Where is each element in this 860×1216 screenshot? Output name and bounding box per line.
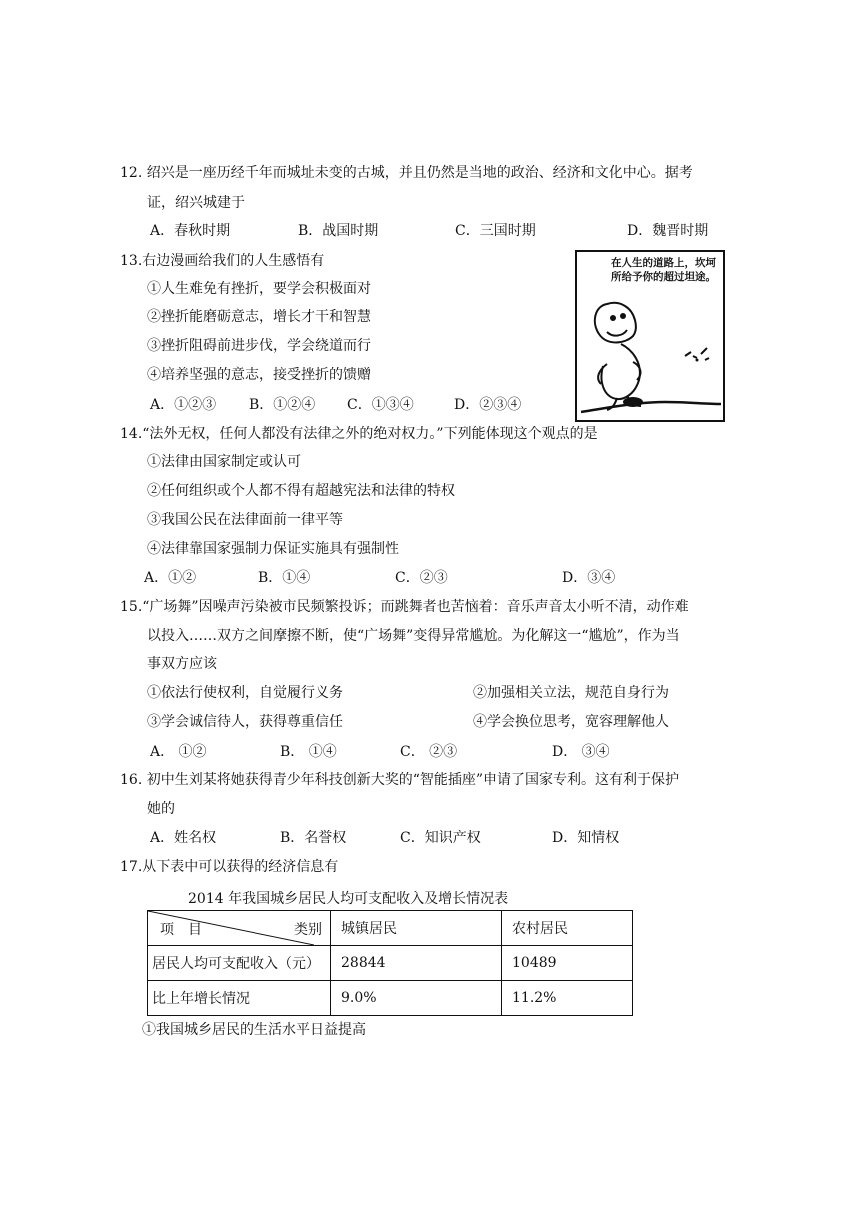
q17-table-title: 2014 年我国城乡居民人均可支配收入及增长情况表 bbox=[188, 891, 509, 907]
q16-stem-line1: 16. 初中生刘某将她获得青少年科技创新大奖的“智能插座”申请了国家专利。这有利于保护 bbox=[120, 772, 680, 788]
q12-option-b[interactable]: B．战国时期 bbox=[298, 223, 379, 239]
table-header-row bbox=[148, 911, 633, 946]
q14-item-2: ②任何组织或个人都不得有超越宪法和法律的特权 bbox=[147, 483, 455, 499]
header-category-label: 类别 bbox=[294, 922, 322, 938]
q12-option-d[interactable]: D．魏晋时期 bbox=[627, 223, 709, 239]
table-cell: 10489 bbox=[502, 946, 633, 981]
income-table bbox=[147, 910, 633, 1016]
header-item-label: 项 目 bbox=[160, 922, 202, 938]
cartoon-caption: 在人生的道路上，坎坷所给予你的超过坦途。 bbox=[611, 257, 716, 283]
q16-option-b[interactable]: B．名誉权 bbox=[280, 830, 347, 846]
q13-item-3: ③挫折阻碍前进步伐，学会绕道而行 bbox=[147, 338, 371, 354]
column-header-urban: 城镇居民 bbox=[331, 911, 502, 946]
q15-stem-line1: 15.“广场舞”因噪声污染被市民频繁投诉；而跳舞者也苦恼着：音乐声音太小听不清，动作难 bbox=[120, 599, 689, 615]
q16-option-a[interactable]: A．姓名权 bbox=[150, 830, 217, 846]
q15-item-3: ③学会诚信待人，获得尊重信任 bbox=[147, 714, 343, 730]
q17-stem: 17.从下表中可以获得的经济信息有 bbox=[120, 859, 339, 875]
table-row bbox=[148, 981, 633, 1016]
q15-option-a[interactable]: A． ①② bbox=[150, 744, 207, 760]
q14-item-1: ①法律由国家制定或认可 bbox=[147, 454, 301, 470]
row-label: 居民人均可支配收入（元） bbox=[148, 946, 331, 981]
q14-option-b[interactable]: B．①④ bbox=[258, 570, 311, 586]
q15-item-4: ④学会换位思考，宽容理解他人 bbox=[473, 714, 669, 730]
q13-option-d[interactable]: D．②③④ bbox=[454, 397, 522, 413]
q12-option-a[interactable]: A．春秋时期 bbox=[150, 223, 231, 239]
q13-option-a[interactable]: A．①②③ bbox=[150, 397, 217, 413]
q13-stem: 13.右边漫画给我们的人生感悟有 bbox=[120, 253, 325, 269]
q13-item-1: ①人生难免有挫折，要学会积极面对 bbox=[147, 281, 371, 297]
row-label: 比上年增长情况 bbox=[148, 981, 331, 1016]
q13-item-2: ②挫折能磨砺意志，增长才干和智慧 bbox=[147, 309, 371, 325]
table-cell: 9.0% bbox=[331, 981, 502, 1016]
q14-option-a[interactable]: A．①② bbox=[144, 570, 197, 586]
q15-option-c[interactable]: C． ②③ bbox=[400, 744, 458, 760]
q15-item-1: ①依法行使权利，自觉履行义务 bbox=[147, 685, 343, 701]
q16-stem-line2: 她的 bbox=[147, 801, 175, 817]
q13-option-c[interactable]: C．①③④ bbox=[347, 397, 414, 413]
table-row bbox=[148, 946, 633, 981]
q14-item-3: ③我国公民在法律面前一律平等 bbox=[147, 512, 343, 528]
q12-option-c[interactable]: C．三国时期 bbox=[455, 223, 536, 239]
q13-item-4: ④培养坚强的意志，接受挫折的馈赠 bbox=[147, 367, 371, 383]
q15-stem-line3: 事双方应该 bbox=[147, 656, 217, 672]
q15-option-b[interactable]: B． ①④ bbox=[280, 744, 337, 760]
q14-item-4: ④法律靠国家强制力保证实施具有强制性 bbox=[147, 541, 399, 557]
cartoon-figure-icon bbox=[577, 252, 723, 420]
q16-option-d[interactable]: D．知情权 bbox=[552, 830, 620, 846]
q13-option-b[interactable]: B．①②④ bbox=[249, 397, 316, 413]
q12-stem-line2: 证，绍兴城建于 bbox=[147, 195, 245, 211]
q14-stem: 14.“法外无权，任何人都没有法律之外的绝对权力。”下列能体现这个观点的是 bbox=[120, 426, 598, 442]
q15-item-2: ②加强相关立法，规范自身行为 bbox=[473, 685, 669, 701]
q12-stem-line1: 12. 绍兴是一座历经千年而城址未变的古城，并且仍然是当地的政治、经济和文化中心。据考 bbox=[120, 165, 693, 181]
q14-option-c[interactable]: C．②③ bbox=[395, 570, 448, 586]
table-cell: 28844 bbox=[331, 946, 502, 981]
q16-option-c[interactable]: C．知识产权 bbox=[400, 830, 481, 846]
table-diagonal-header bbox=[148, 911, 331, 946]
q15-stem-line2: 以投入……双方之间摩擦不断，使“广场舞”变得异常尴尬。为化解这一“尴尬”，作为当 bbox=[147, 628, 680, 644]
q17-item-1: ①我国城乡居民的生活水平日益提高 bbox=[142, 1022, 366, 1038]
q13-cartoon bbox=[575, 250, 725, 422]
column-header-rural: 农村居民 bbox=[502, 911, 633, 946]
q15-option-d[interactable]: D． ③④ bbox=[552, 744, 610, 760]
table-cell: 11.2% bbox=[502, 981, 633, 1016]
q14-option-d[interactable]: D．③④ bbox=[562, 570, 616, 586]
